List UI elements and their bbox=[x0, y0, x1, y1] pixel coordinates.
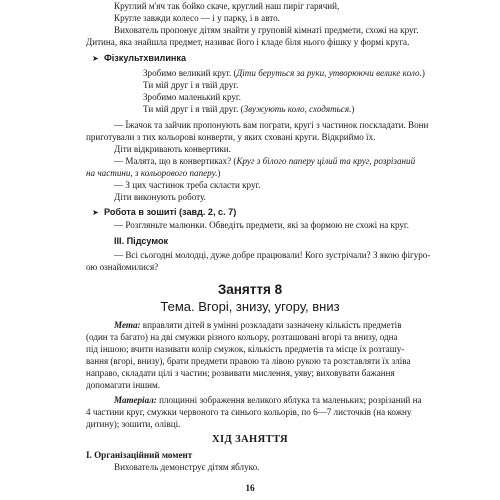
section-heading-summary: III. Підсумок bbox=[114, 236, 169, 246]
paragraph-line: Діти виконують роботу. bbox=[114, 192, 206, 202]
paragraph-line: на частини, з кольорового паперу.) bbox=[86, 168, 221, 178]
paragraph-line: — З цих частинок треба скласти круг. bbox=[114, 180, 261, 190]
goal-line-2: (один та багато) на дві смужки різного кольору, розташовані вгорі та внизу, одна bbox=[86, 332, 398, 342]
material-line-2: 4 частини круг, смужки червоного та синього кольорів, по 6—7 листочків (на кожну bbox=[86, 407, 412, 417]
course-title: ХІД ЗАНЯТТЯ bbox=[212, 434, 288, 445]
fizkult-line-4: Ти мій друг і я твій друг. (Звужують коло, сходяться.) bbox=[143, 104, 355, 114]
verse-line-2: Кругле завжди колесо — і у парку, і в авто. bbox=[114, 13, 280, 23]
goal-line-6: допомагати іншим. bbox=[86, 380, 161, 390]
chevron-right-icon: ➤ bbox=[92, 208, 99, 217]
goal-line-1: Мета: вправляти дітей в умінні розкладати зазначену кількість предметів bbox=[114, 320, 402, 330]
fizkult-line-1: Зробимо великий круг. (Діти беруться за руки, утворюючи велике коло.) bbox=[143, 68, 425, 78]
goal-line-3: під іншою; вчити називати колір смужок, кількість предметів та місце їх розташу- bbox=[86, 344, 405, 354]
material-line-3: дитину); зошити, олівці. bbox=[86, 419, 181, 429]
paragraph-line: Дитина, яка знайшла предмет, називає його і кладе біля нього фішку у формі круга. bbox=[86, 37, 410, 47]
paragraph-line: Діти відкривають конвертики. bbox=[114, 144, 231, 154]
paragraph-line: — Малята, що в конвертиках? (Круг з білого паперу цілий та круг, розрізаний bbox=[114, 156, 416, 166]
summary-line-1: — Всі сьогодні молодці, дуже добре працювали! Кого зустрічали? З якою фігуро- bbox=[114, 250, 431, 260]
page-number: 16 bbox=[245, 484, 255, 494]
section-heading-workbook: ➤ Робота в зошиті (завд. 2, с. 7) bbox=[92, 207, 237, 217]
lesson-theme: Тема. Вгорі, знизу, угору, вниз bbox=[160, 299, 340, 314]
course-intro: Вихователь демонструє дітям яблуко. bbox=[114, 462, 260, 472]
goal-line-4: вання (вгорі, внизу), брати предмети правою та лівою рукою та розставляти їх зліва bbox=[86, 356, 411, 366]
chevron-right-icon: ➤ bbox=[92, 54, 99, 63]
lesson-title: Заняття 8 bbox=[217, 282, 283, 297]
fizkult-line-2: Ти мій друг і я твій друг. bbox=[143, 80, 239, 90]
verse-line-1: Круглий м'яч так бойко скаче, круглий наш пиріг гарячий, bbox=[114, 1, 340, 11]
section-heading-org: І. Організаційний момент bbox=[86, 450, 193, 460]
section-heading-fizkult: ➤ Фізкультхвилинка bbox=[92, 53, 187, 63]
workbook-line: — Розгляньте малюнки. Обведіть предмети, які за формою не схожі на круг. bbox=[114, 220, 409, 230]
goal-line-5: направо, складати цілі з частин; розвивати мислення, уяву; виховувати бажання bbox=[86, 368, 395, 378]
fizkult-line-3: Зробимо маленький круг. bbox=[143, 92, 241, 102]
paragraph-line: приготували з тих кольорові конверти, у яких сховані круги. Відкриймо їх. bbox=[86, 132, 376, 142]
material-line-1: Матеріал: площинні зображення великого яблука та маленьких; розрізаний на bbox=[114, 395, 422, 405]
paragraph-line: Вихователь пропонує дітям знайти у груповій кімнаті предмети, схожі на круг. bbox=[114, 25, 419, 35]
summary-line-2: ою ознайомилися? bbox=[86, 262, 159, 272]
paragraph-line: — Їжачок та зайчик пропонують вам пограти, кругі з частинок поскладати. Вони bbox=[114, 120, 429, 130]
